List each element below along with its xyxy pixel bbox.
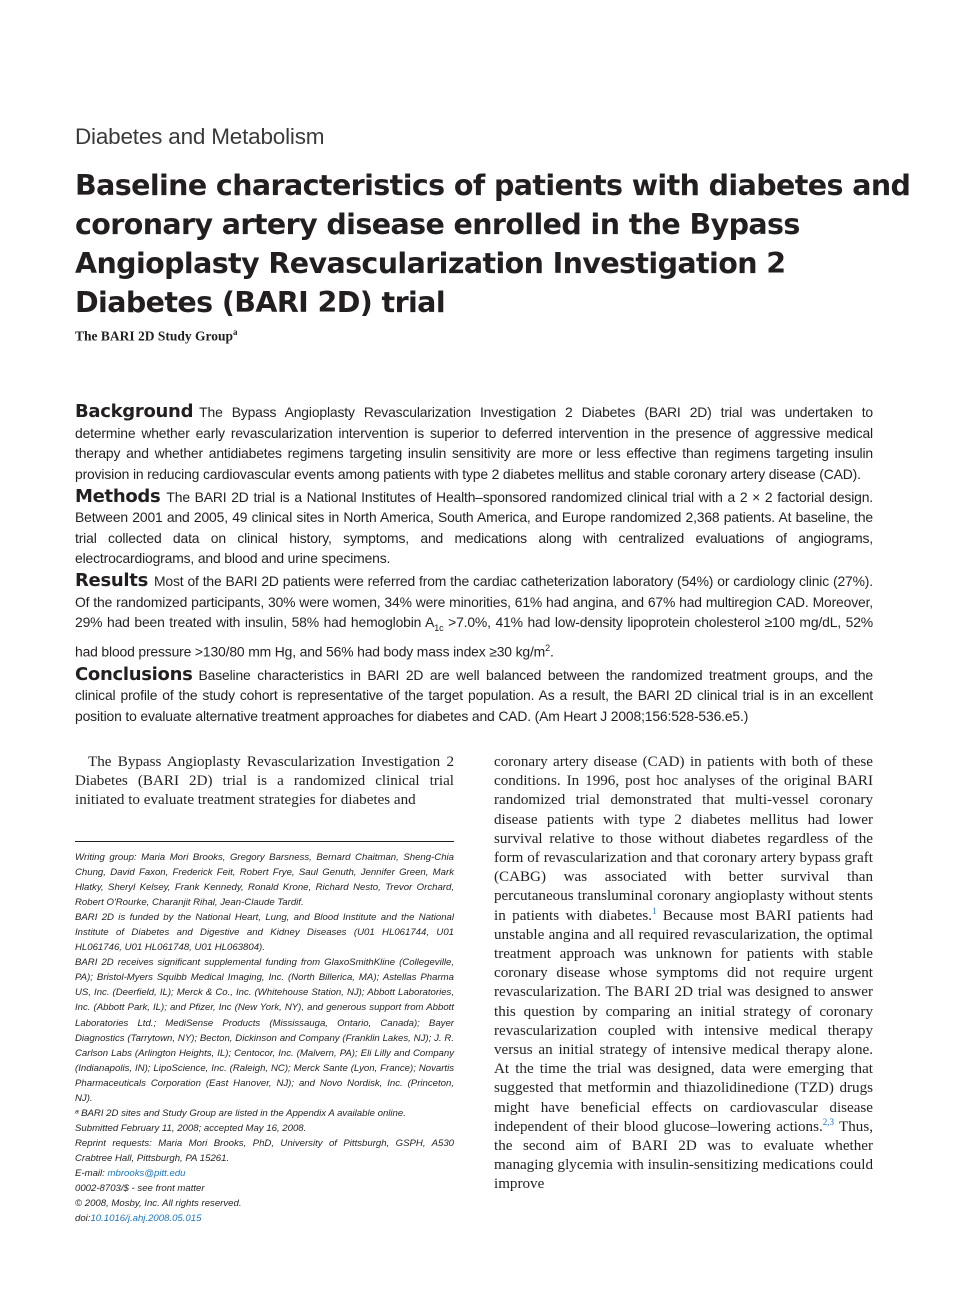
abstract — [75, 402, 873, 729]
abstract-results-subscript: 1c — [434, 622, 444, 633]
body-text-3: Thus, the second aim of BARI 2D was to evaluate whether managing glycemia with insulin-sensitizing medications could improve — [494, 1118, 873, 1193]
footnote-issn: 0002-8703/$ - see front matter — [75, 1183, 205, 1195]
footnote-copyright: © 2008, Mosby, Inc. All rights reserved. — [75, 1198, 242, 1210]
abstract-conclusions-text: Baseline characteristics in BARI 2D are well balanced between the randomized treatment groups, and the clinical profile of the study cohort is representative of the target population. As a result, the BARI 2D clinical trial is in an excellent position to evaluate alternative treatment approaches for diabetes and CAD. (Am Heart J 2008;156:528-536.e5.) — [75, 666, 873, 724]
doi-link[interactable]: 10.1016/j.ahj.2008.05.015 — [90, 1213, 202, 1225]
abstract-methods-heading: Methods — [75, 485, 161, 507]
footnote-reprints: Reprint requests: Maria Mori Brooks, PhD, University of Pittsburgh, GSPH, A530 Crabtree Hall, Pittsburgh, PA 15261. — [75, 1137, 454, 1164]
body-text-2: Because most BARI patients had unstable angina and all required revascularization, the optimal treatment approach was unknown for patients with stable coronary disease whose symptoms did not require urgent revascularization. The BARI 2D trial was designed to answer this question by comparing an initial strategy of coronary revascularization coupled with intensive medical therapy versus an initial strategy of intensive medical therapy alone. At the time the trial was designed, data were emerging that suggested that metformin and thiazolidinedione (TZD) drugs might have beneficial effects on cardiovascular disease independent of their blood glucose–lowering actions. — [494, 907, 873, 1135]
body-column-left — [75, 753, 454, 811]
footnotes — [75, 850, 454, 1226]
footnote-divider — [75, 841, 454, 842]
abstract-conclusions-heading: Conclusions — [75, 663, 193, 685]
footnote-doi — [75, 1211, 454, 1226]
author-line — [75, 327, 238, 345]
footnote-funding: BARI 2D is funded by the National Heart, Lung, and Blood Institute and the National Institute of Diabetes and Digestive and Kidney Diseases (U01 HL061744, U01 HL061746, U01 HL061748, U01 HL063804). — [75, 912, 454, 954]
footnote-support: BARI 2D receives significant supplemental funding from GlaxoSmithKline (Collegeville, PA); Bristol-Myers Squibb Medical Imaging, Inc. (North Billerica, MA); Astellas Pharma US, Inc. (Deerfield, IL); Merck & Co., Inc. (Whitehouse Station, NJ); Abbott Laboratories, Inc. (Abbott Park, IL); and Pfizer, Inc (New York, NY), and generous support from Abbott Laboratories Ltd.; MediSense Products (Mississauga, Ontario, Canada); Bayer Diagnostics (Tarrytown, NY); Becton, Dickinson and Company (Franklin Lakes, NJ); J. R. Carlson Labs (Arlington Heights, IL); Centocor, Inc. (Malvern, PA); Eli Lilly and Company (Indianapolis, IN); LipoScience, Inc. (Raleigh, NC); Merck Sante (Lyon, France); Novartis Pharmaceuticals Corporation (East Hanover, NJ); and Novo Nordisk, Inc. (Princeton, NJ). — [75, 957, 454, 1104]
footnote-writing-group: Writing group: Maria Mori Brooks, Gregory Barsness, Bernard Chaitman, Sheng-Chia Chung, David Faxon, Frederick Feit, Robert Frye, Saul Genuth, Jennifer Green, Mark Hlatky, Sheryl Kelsey, Frank Kennedy, Ronald Krone, Richard Nesto, Trevor Orchard, Robert O'Rourke, Charanjit Rihal, Jean-Claude Tardif. — [75, 852, 454, 909]
abstract-conclusions — [75, 665, 873, 727]
citation-ref-1[interactable]: 1 — [651, 905, 657, 916]
abstract-results-text-2: >7.0%, 41% had low-density lipoprotein cholesterol ≥100 mg/dL, 52% had blood pressure >130/80 mm Hg, and 56% had body mass index ≥30 kg/m — [75, 614, 873, 660]
abstract-results-heading: Results — [75, 570, 148, 591]
author-footnote-marker: a — [233, 327, 238, 337]
intro-paragraph: The Bypass Angioplasty Revascularization Investigation 2 Diabetes (BARI 2D) trial is a randomized clinical trial initiated to evaluate treatment strategies for diabetes and — [75, 754, 454, 809]
footnote-submitted: Submitted February 11, 2008; accepted May 16, 2008. — [75, 1122, 307, 1134]
abstract-results-text-1: Most of the BARI 2D patients were referred from the cardiac catheterization laboratory (54%) or cardiology clinic (27%). Of the randomized participants, 30% were women, 34% were minorities, 61% had angina, and 67% had multiregion CAD. Moreover, 29% had been treated with insulin, 58% had hemoglobin A — [75, 573, 873, 630]
abstract-background — [75, 402, 873, 484]
abstract-results-text-3: . — [549, 643, 554, 660]
article-title: Baseline characteristics of patients with diabetes and coronary artery disease enrolled in the Bypass Angioplasty Revascularization Investigation 2 Diabetes (BARI 2D) trial — [75, 169, 911, 319]
footnote-email — [75, 1166, 454, 1181]
citation-ref-2-3[interactable]: 2,3 — [822, 1116, 834, 1127]
abstract-results-superscript: 2 — [545, 643, 550, 654]
section-label: Diabetes and Metabolism — [75, 124, 325, 149]
body-text-1: coronary artery disease (CAD) in patients with both of these conditions. In 1996, post hoc analyses of the original BARI randomized trial demonstrated that multi-vessel coronary disease patients with type 2 diabetes mellitus had lower survival relative to those without diabetes regardless of the form of revascularization and that coronary artery bypass graft (CABG) was associated with better survival than percutaneous transluminal coronary angioplasty without stents in patients with diabetes. — [494, 754, 873, 924]
abstract-results — [75, 571, 873, 662]
body-column-right — [494, 753, 873, 1195]
author-name: The BARI 2D Study Group — [75, 328, 234, 344]
body-paragraph-continued — [494, 753, 873, 1195]
doi-label: doi: — [75, 1213, 91, 1225]
abstract-methods-text: The BARI 2D trial is a National Institutes of Health–sponsored randomized clinical trial with a 2 × 2 factorial design. Between 2001 and 2005, 49 clinical sites in North America, South America, and Europe randomized 2,368 patients. At baseline, the trial collected data on clinical history, symptoms, and medications along with centralized evaluations of angiograms, electrocardiograms, and blood and urine specimens. — [75, 488, 873, 566]
email-link[interactable]: mbrooks@pitt.edu — [107, 1167, 186, 1179]
abstract-background-heading: Background — [75, 401, 194, 422]
abstract-background-text: The Bypass Angioplasty Revascularization Investigation 2 Diabetes (BARI 2D) trial was undertaken to determine whether early revascularization intervention is superior to deferred intervention in the presence of aggressive medical therapy and whether antidiabetes regimens targeting insulin sensitivity are more or less effective than regimens targeting insulin provision in reducing cardiovascular events among patients with type 2 diabetes mellitus and stable coronary artery disease (CAD). — [75, 404, 873, 482]
email-label: E-mail: — [75, 1167, 108, 1179]
footnote-sites: ᵃ BARI 2D sites and Study Group are listed in the Appendix A available online. — [75, 1107, 406, 1119]
abstract-methods — [75, 487, 873, 569]
